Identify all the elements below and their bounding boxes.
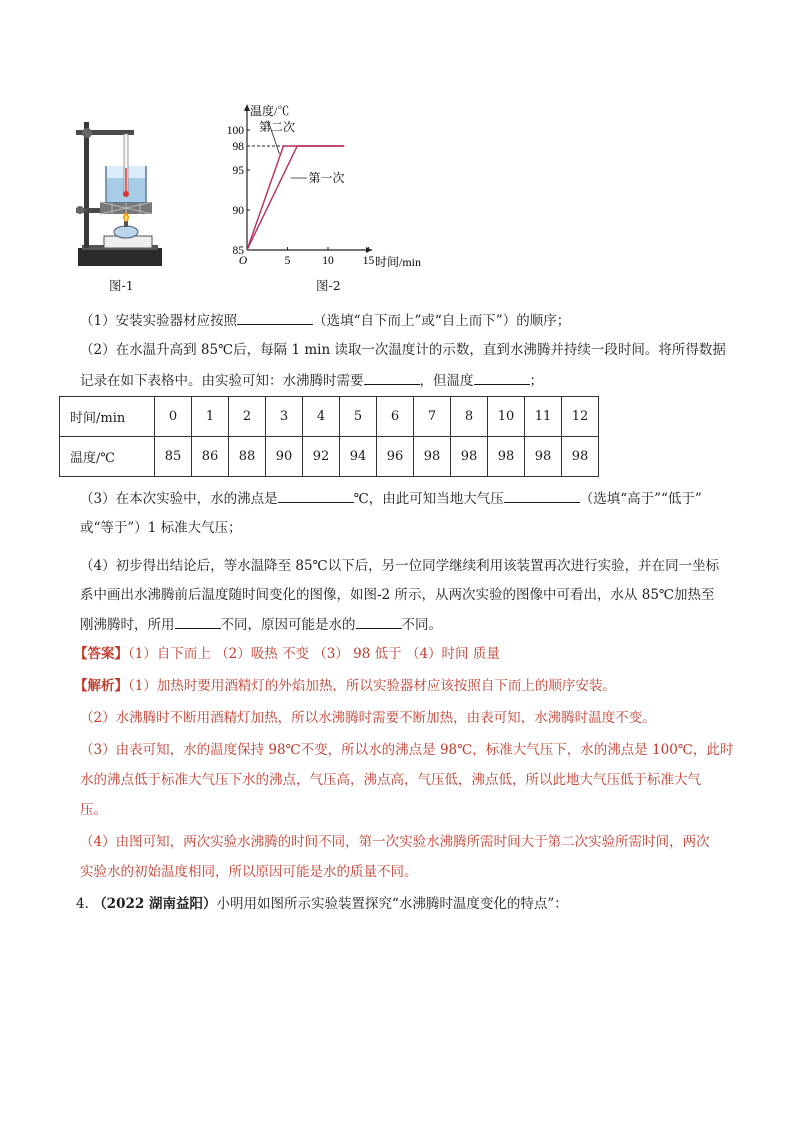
time-header: 时间/min (60, 397, 155, 437)
analysis-p4-line-1: （4）由图可知，两次实验水沸腾的时间不同，第一次实验水沸腾所需时间大于第二次实验所需时间，两次 (80, 834, 710, 850)
table-cell-time: 10 (488, 397, 525, 437)
q3-prefix: （3）在本次实验中，水的沸点是 (80, 491, 278, 507)
x-tick-label: O (238, 255, 248, 267)
answer-blank (356, 614, 402, 629)
table-cell-temp: 90 (266, 437, 303, 477)
x-tick-label: 10 (322, 255, 334, 267)
table-cell-temp: 96 (377, 437, 414, 477)
table-cell-temp: 85 (155, 437, 192, 477)
table-cell-temp: 94 (340, 437, 377, 477)
table-cell-time: 2 (229, 397, 266, 437)
temp-header: 温度/℃ (60, 437, 155, 477)
answer-text: （1）自下而上 （2）吸热 不变 （3） 98 低于 （4）时间 质量 (128, 646, 500, 662)
q1-suffix: （选填“自下而上”或“自上而下”）的顺序； (313, 313, 571, 329)
question-4-line-3 (80, 614, 442, 635)
question-3-line-2: 或“等于”）1 标准大气压； (80, 520, 242, 536)
table-cell-time: 4 (303, 397, 340, 437)
analysis-p3-line-1: （3）由表可知，水的温度保持 98℃不变，所以水的沸点是 98℃，标准大气压下，水的沸点是 100℃，此时 (80, 742, 734, 758)
y-tick-label: 90 (232, 205, 244, 217)
data-table (59, 396, 599, 477)
table-cell-temp: 98 (451, 437, 488, 477)
x-tick-label: 15 (362, 255, 375, 267)
answer-blank (237, 310, 313, 325)
question-text: 小明用如图所示实验装置探究“水沸腾时温度变化的特点”： (216, 896, 568, 912)
question-3-line-1 (80, 488, 702, 509)
question-4-header (76, 894, 568, 914)
table-cell-time: 1 (192, 397, 229, 437)
series-line-first (247, 146, 344, 250)
table-cell-time: 11 (525, 397, 562, 437)
analysis-p3-line-2: 水的沸点低于标准大气压下水的沸点，气压高，沸点高，气压低，沸点低，所以此地大气压低于标准大气 (80, 772, 701, 788)
x-axis-label: 时间/min (375, 255, 422, 269)
table-cell-temp: 86 (192, 437, 229, 477)
y-axis-label: 温度/℃ (250, 104, 290, 118)
q4-prefix: 刚沸腾时，所用 (80, 617, 175, 633)
answer-blank (474, 370, 530, 385)
answer-blank (175, 614, 221, 629)
analysis-p3-line-3: 压。 (80, 802, 107, 818)
analysis-p4-line-2: 实验水的初始温度相同，所以原因可能是水的质量不同。 (80, 864, 418, 880)
table-cell-time: 0 (155, 397, 192, 437)
q4-suffix: 不同。 (401, 617, 442, 633)
q4-mid: 不同，原因可能是水的 (220, 617, 356, 633)
table-cell-time: 7 (414, 397, 451, 437)
table-cell-time: 5 (340, 397, 377, 437)
figure-1-label: 图-1 (109, 278, 134, 293)
analysis-line-1 (74, 676, 616, 696)
question-4-line-2: 系中画出水沸腾前后温度随时间变化的图像，如图-2 所示，从两次实验的图像中可看出，水从 85℃加热至 (80, 587, 715, 603)
table-cell-temp: 98 (488, 437, 525, 477)
question-2-line-2 (80, 370, 543, 391)
q2-mid: ，但温度 (419, 373, 474, 389)
q1-prefix: （1）安装实验器材应按照 (80, 313, 238, 329)
question-source: （2022 湖南益阳） (93, 896, 217, 912)
y-tick-label: 98 (232, 141, 244, 153)
x-tick-label: 5 (284, 255, 291, 267)
answer-blank (278, 488, 354, 503)
figure-2-label: 图-2 (316, 278, 341, 293)
table-row-temp (60, 437, 599, 477)
analysis-p1: （1）加热时要用酒精灯的外焰加热，所以实验器材应该按照自下而上的顺序安装。 (128, 678, 616, 694)
y-tick-label: 95 (232, 165, 244, 177)
answer-blank (364, 370, 420, 385)
table-cell-time: 8 (451, 397, 488, 437)
analysis-tag: 【解析】 (74, 678, 128, 694)
question-2-line-1: （2）在水温升高到 85℃后，每隔 1 min 读取一次温度计的示数，直到水沸腾并持续一段时间。将所得数据 (80, 342, 726, 358)
answer-tag: 【答案】 (74, 646, 128, 662)
table-cell-temp: 98 (525, 437, 562, 477)
q2-suffix: ； (529, 373, 543, 389)
table-cell-temp: 92 (303, 437, 340, 477)
figure-2-chart (222, 100, 434, 272)
table-cell-time: 12 (562, 397, 599, 437)
y-tick-label: 100 (226, 125, 244, 137)
q3-mid: ℃，由此可知当地大气压 (353, 491, 504, 507)
table-cell-time: 3 (266, 397, 303, 437)
y-tick-label: 85 (232, 245, 244, 257)
q2-prefix: 记录在如下表格中。由实验可知：水沸腾时需要 (80, 373, 364, 389)
figure-1-apparatus (70, 108, 170, 273)
series-line-second (247, 146, 344, 250)
table-cell-temp: 98 (562, 437, 599, 477)
question-number: 4. (76, 896, 89, 912)
series-label-second: 第二次 (259, 120, 296, 134)
answer-blank (504, 488, 580, 503)
analysis-p2: （2）水沸腾时不断用酒精灯加热，所以水沸腾时需要不断加热，由表可知，水沸腾时温度不变。 (80, 710, 656, 726)
question-4-line-1: （4）初步得出结论后，等水温降至 85℃以下后，另一位同学继续利用该装置再次进行实验，并在同一坐标 (80, 558, 720, 574)
table-row-time (60, 397, 599, 437)
question-1 (80, 310, 570, 331)
table-cell-temp: 88 (229, 437, 266, 477)
series-label-first: 第一次 (308, 171, 345, 185)
answer-line (74, 644, 500, 664)
q3-suffix: （选填“高于”“低于” (579, 491, 702, 507)
table-cell-temp: 98 (414, 437, 451, 477)
table-cell-time: 6 (377, 397, 414, 437)
